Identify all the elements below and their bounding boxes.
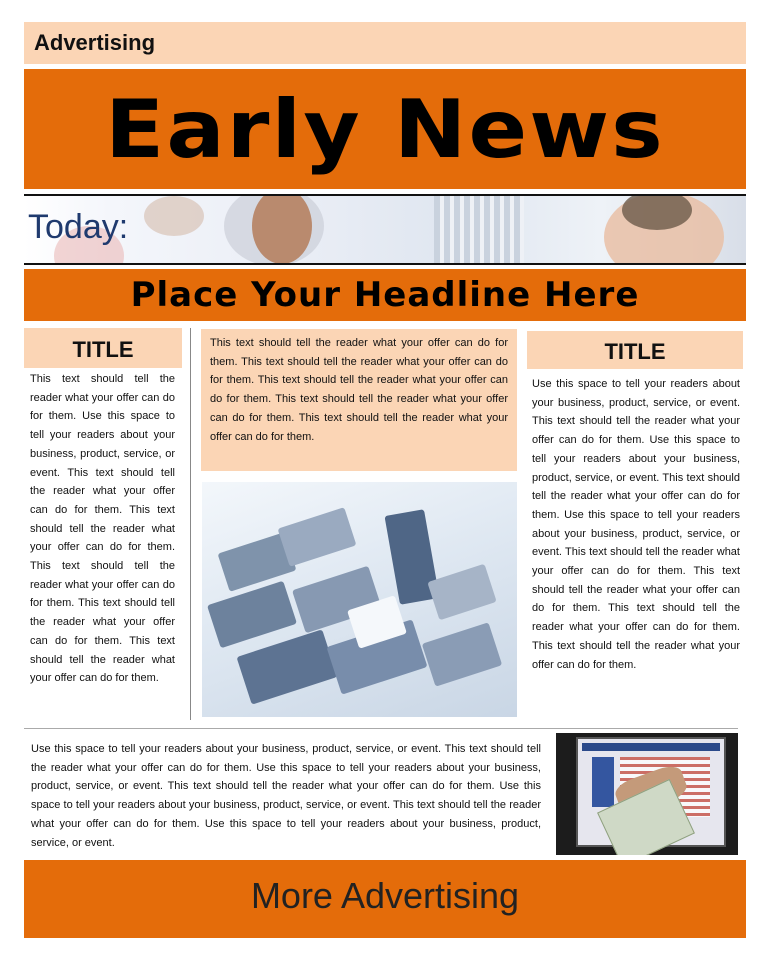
offer-text: This text should tell the reader what your offer can do for them. This text should tell the reader what your offer can do for them. This text should tell the reader what your offer can do for them. This text should tell the reader what your offer can do for them. This text should tell the reader what your offer can do for them.	[210, 337, 508, 443]
website-sidebar-shape	[592, 757, 614, 807]
headline-bar	[24, 269, 746, 321]
top-advertising-label: Advertising	[34, 30, 156, 55]
bottom-advertising-label: More Advertising	[250, 875, 520, 916]
top-advertising-banner	[24, 22, 746, 64]
masthead	[24, 69, 746, 189]
people-banner-photo	[24, 196, 746, 263]
left-column-text: This text should tell the reader what your offer can do for them. Use this space to tell your readers about your business, product, service, or event. This text should tell the reader what your offer can do for them. This text should tell the reader what your offer can do for them. This text should tell the reader what your offer can do for them. This text should tell the reader what your offer can do for them. This text should tell the reader what your offer can do for them.	[30, 373, 175, 685]
puzzle-piece	[278, 507, 357, 567]
person-2-shape	[144, 196, 204, 236]
today-label: Today:	[28, 208, 129, 246]
building-shape	[434, 196, 524, 263]
offer-box	[201, 329, 517, 471]
website-money-photo	[556, 733, 738, 855]
right-column-text: Use this space to tell your readers about your business, product, service, or event. This text should tell the reader what your offer can do for them. Use this space to tell your readers about your business, product, service, or event. This text should tell the reader what your offer can do for them. Use this space to tell your readers about your business, product, service, or event. This text should tell the reader what your offer can do for them. This text should tell the reader what your offer can do for them. This text should tell the reader what your offer can do for them. This text should tell the reader what your offer can do for them.	[532, 378, 740, 671]
bottom-advertising-banner	[24, 860, 746, 938]
column-divider	[190, 328, 191, 720]
browser-titlebar-shape	[582, 743, 720, 751]
bottom-section-divider	[24, 728, 738, 729]
puzzle-piece	[207, 581, 297, 649]
right-column-title: TITLE	[527, 331, 743, 369]
woman-face-shape	[252, 196, 312, 263]
headline-text: Place Your Headline Here	[130, 275, 640, 315]
left-column-title: TITLE	[24, 328, 182, 368]
puzzle-piece	[427, 564, 496, 621]
bottom-section-text: Use this space to tell your readers about your business, product, service, or event. This text should tell the reader what your offer can do for them. Use this space to tell your readers about your business, product, service, or event. This text should tell the reader what your offer can do for them. Use this space to tell your readers about your business, product, service, or event. This text should tell the reader what your offer can do for them. Use this space to tell your readers about your business, product, service, or event.	[31, 743, 541, 849]
puzzle-photo	[202, 482, 517, 717]
divider-bottom	[24, 263, 746, 265]
puzzle-piece	[236, 629, 337, 704]
puzzle-piece	[422, 622, 502, 686]
newspaper-title: Early News	[105, 83, 665, 176]
